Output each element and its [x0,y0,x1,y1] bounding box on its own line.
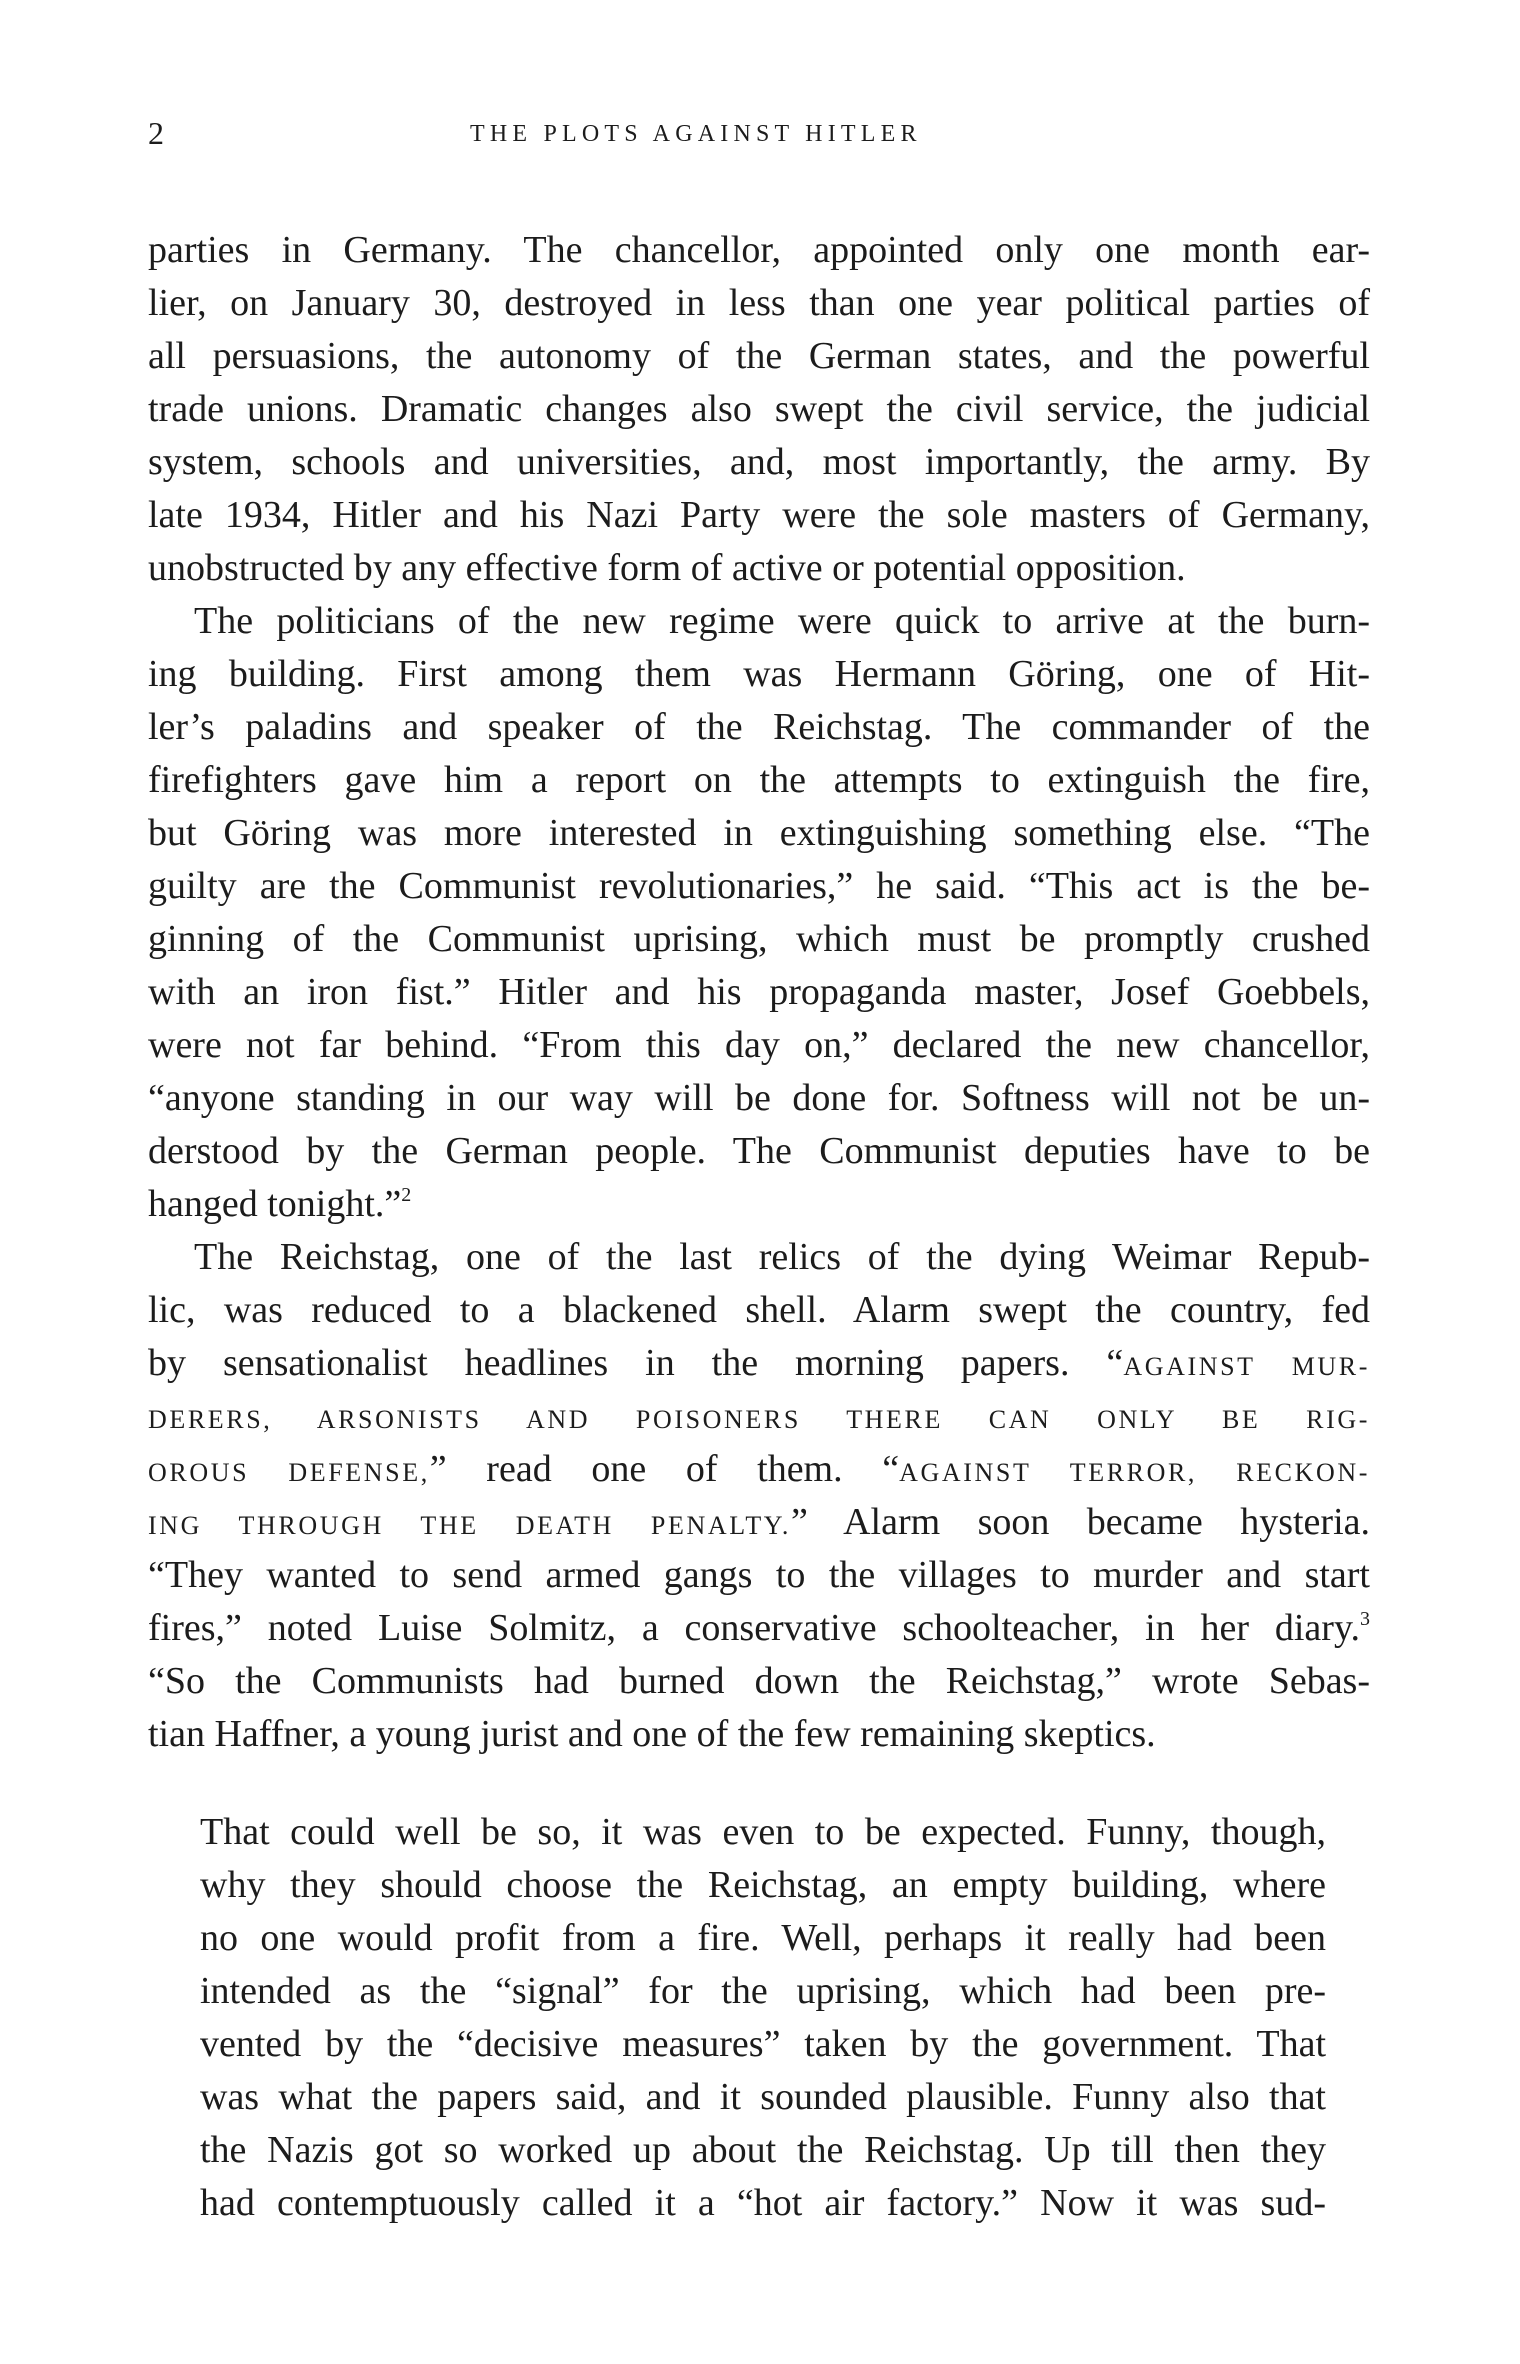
text-line: lier, on January 30, destroyed in less than one year political parties of [148,282,1370,324]
text-line: late 1934, Hitler and his Nazi Party were the sole masters of Germany, [148,494,1370,536]
text-line: firefighters gave him a report on the attempts to extinguish the fire, [148,759,1370,801]
text-line: ginning of the Communist uprising, which must be promptly crushed [148,918,1370,960]
quote-line: why they should choose the Reichstag, an empty building, where [200,1864,1326,1906]
text-line [148,1443,1370,1496]
text-span: by sensationalist headlines in the morning papers. “ [148,1342,1124,1384]
text-span: ” read one of them. “ [429,1448,900,1490]
text-line: “They wanted to send armed gangs to the villages to murder and start [148,1554,1370,1596]
headline-smallcaps: AGAINST MUR- [1123,1352,1371,1381]
block-quote [200,1806,1326,2230]
quote-line: That could well be so, it was even to be expected. Funny, though, [200,1811,1326,1853]
text-line: lic, was reduced to a blackened shell. Alarm swept the country, fed [148,1289,1370,1331]
quote-line: was what the papers said, and it sounded plausible. Funny also that [200,2076,1326,2118]
text-line: with an iron fist.” Hitler and his propaganda master, Josef Goebbels, [148,971,1370,1013]
text-line [148,1337,1370,1390]
text-line [148,1178,1370,1231]
headline-smallcaps: OROUS DEFENSE, [148,1458,430,1487]
text-line: “So the Communists had burned down the Reichstag,” wrote Sebas- [148,1660,1370,1702]
text-line: derstood by the German people. The Communist deputies have to be [148,1130,1370,1172]
text-line: The politicians of the new regime were quick to arrive at the burn- [194,600,1370,642]
text-line: parties in Germany. The chancellor, appointed only one month ear- [148,229,1370,271]
text-line [148,1496,1370,1549]
text-span: fires,” noted Luise Solmitz, a conservative schoolteacher, in her diary. [148,1607,1360,1649]
page-number: 2 [148,115,164,151]
text-line: The Reichstag, one of the last relics of the dying Weimar Repub- [194,1236,1370,1278]
quote-line: had contemptuously called it a “hot air factory.” Now it was sud- [200,2182,1326,2224]
quote-line: the Nazis got so worked up about the Reichstag. Up till then they [200,2129,1326,2171]
footnote-ref: 2 [401,1184,412,1206]
text-line: trade unions. Dramatic changes also swept the civil service, the judicial [148,388,1370,430]
text-line: “anyone standing in our way will be done for. Softness will not be un- [148,1077,1370,1119]
footnote-ref: 3 [1360,1608,1370,1630]
text-span: hanged tonight.” [148,1183,402,1225]
text-span: ” Alarm soon became hysteria. [790,1501,1370,1543]
headline-smallcaps: ING THROUGH THE DEATH PENALTY. [148,1511,791,1540]
headline-smallcaps: AGAINST TERROR, RECKON- [899,1458,1370,1487]
paragraph-1 [148,224,1370,595]
text-line: but Göring was more interested in extinguishing something else. “The [148,812,1370,854]
text-line: guilty are the Communist revolutionaries,” he said. “This act is the be- [148,865,1370,907]
text-line: all persuasions, the autonomy of the German states, and the powerful [148,335,1370,377]
text-line: tian Haffner, a young jurist and one of the few remaining skeptics. [148,1713,1156,1755]
quote-line: intended as the “signal” for the uprising, which had been pre- [200,1970,1326,2012]
paragraph-3 [148,1231,1370,1761]
quote-line: no one would profit from a fire. Well, perhaps it really had been [200,1917,1326,1959]
text-line [148,1602,1370,1655]
text-line: ler’s paladins and speaker of the Reichstag. The commander of the [148,706,1370,748]
body-text [148,224,1370,1761]
text-line: were not far behind. “From this day on,” declared the new chancellor, [148,1024,1370,1066]
text-line: system, schools and universities, and, most importantly, the army. By [148,441,1370,483]
text-line: unobstructed by any effective form of active or potential opposition. [148,547,1186,589]
quote-line: vented by the “decisive measures” taken by the government. That [200,2023,1326,2065]
text-line [148,1390,1370,1443]
paragraph-2 [148,595,1370,1231]
text-line: ing building. First among them was Hermann Göring, one of Hit- [148,653,1370,695]
running-head: THE PLOTS AGAINST HITLER [470,121,922,147]
headline-smallcaps: DERERS, ARSONISTS AND POISONERS THERE CAN ONLY BE RIG- [148,1405,1370,1434]
